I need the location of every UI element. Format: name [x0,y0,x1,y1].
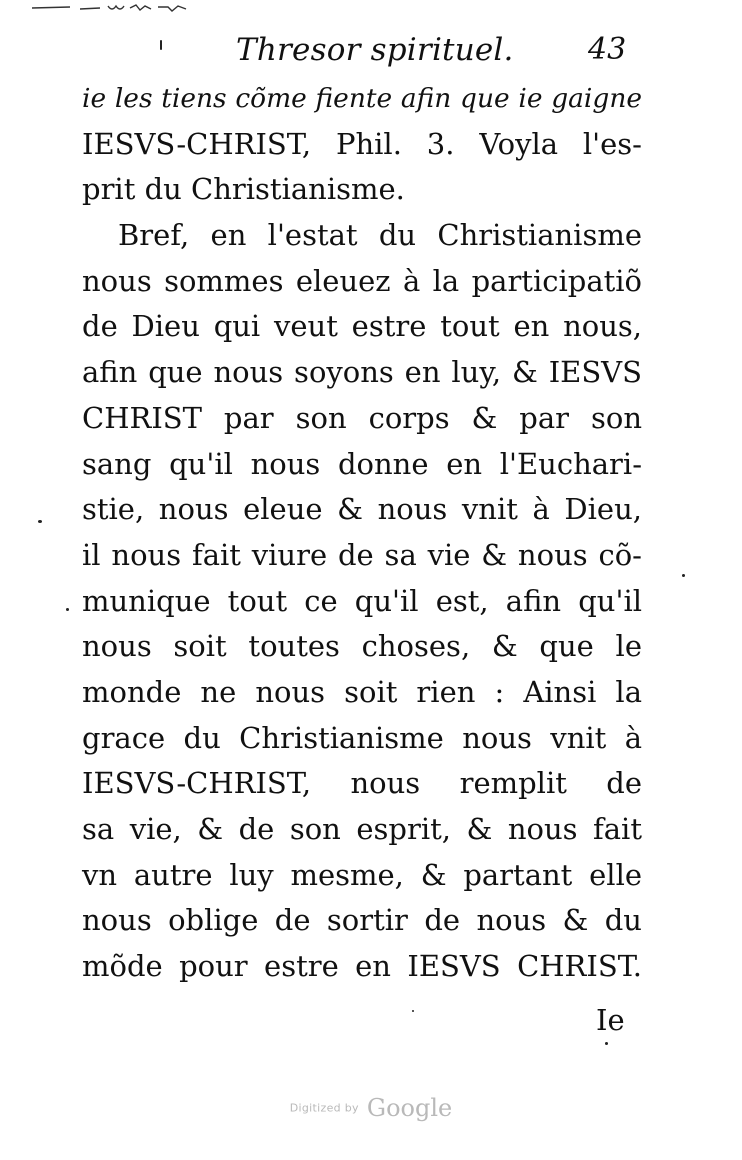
watermark-prefix: Digitized by [289,1101,359,1115]
text-line: sa vie, & de son esprit, & nous fait [82,812,642,846]
body-text [82,76,642,990]
page-number: 43 [588,32,627,67]
catchword: Ie [596,1003,625,1037]
text-line: nous sommes eleuez à la participatiõ [82,263,642,298]
text-line: nous oblige de sortir de nous & du [82,903,642,938]
running-title: Thresor spirituel. [236,32,514,68]
running-head [0,30,742,74]
text-line: afin que nous soyons en luy, & IESVS [82,355,642,390]
ink-speck [412,1010,414,1012]
ink-speck [160,40,162,50]
text-line: vn autre luy mesme, & partant elle [82,857,642,892]
text-line: Bref, en l'estat du Christianisme [118,218,642,253]
text-line: ie les tiens cõme fiente afin que ie gaigne [82,83,642,114]
text-line: IESVS-CHRIST, Phil. 3. Voyla l'es- [82,126,642,161]
text-line: grace du Christianisme nous vnit à [82,720,642,755]
text-line: nous soit toutes choses, & que le [82,629,642,664]
ink-speck [605,1042,608,1045]
digitized-watermark [0,1094,742,1122]
text-line: mõde pour estre en IESVS CHRIST. [82,949,642,984]
watermark-brand: Google [366,1094,453,1122]
text-line: sang qu'il nous donne en l'Euchari- [82,446,642,481]
text-line: prit du Christianisme. [82,172,405,207]
ink-speck [682,574,685,577]
text-line: munique tout ce qu'il est, afin qu'il [82,583,642,618]
text-line: il nous fait viure de sa vie & nous cõ- [82,537,642,572]
ink-speck [38,520,42,523]
text-line: CHRIST par son corps & par son [82,400,642,435]
text-line: de Dieu qui veut estre tout en nous, [82,309,642,344]
top-margin-marks [30,2,200,14]
text-line: IESVS-CHRIST, nous remplit de [82,766,642,801]
text-line: monde ne nous soit rien : Ainsi la [82,674,642,709]
text-line: stie, nous eleue & nous vnit à Dieu, [82,492,642,527]
ink-speck [66,608,69,611]
